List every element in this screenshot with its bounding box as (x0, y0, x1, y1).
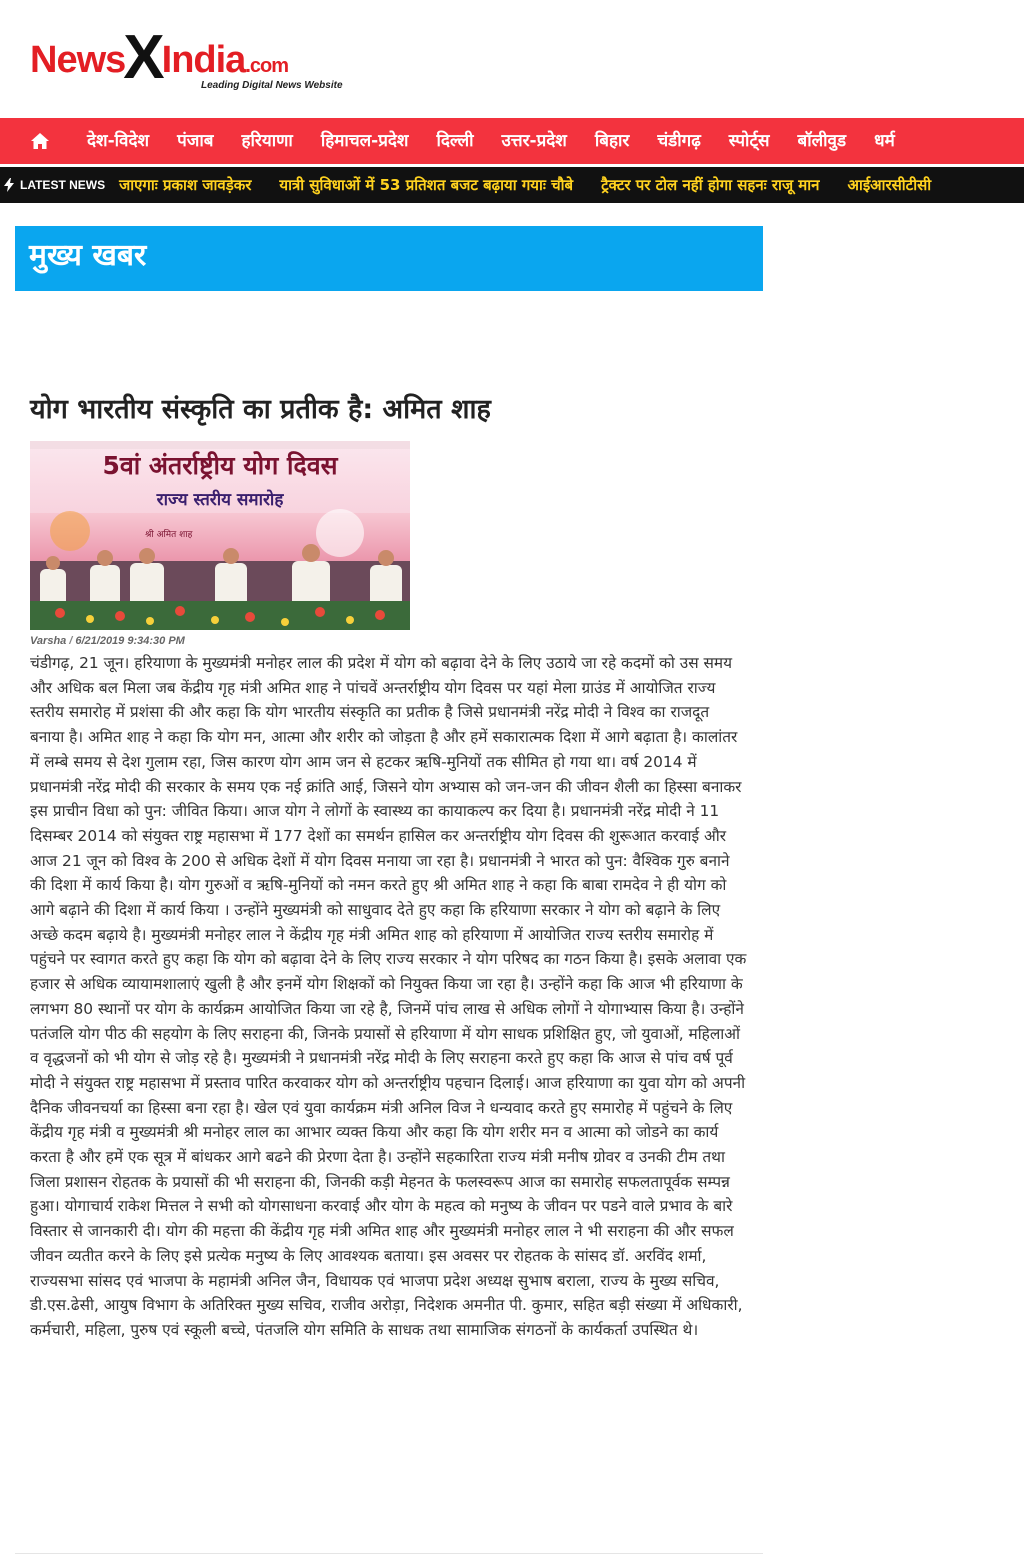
article-title: योग भारतीय संस्कृति का प्रतीक है: अमित शाह (30, 394, 491, 425)
photo-stage-text: श्री अमित शाह (145, 530, 193, 540)
article-author: Varsha (30, 635, 67, 647)
ticker-item[interactable]: जाएगाः प्रकाश जावड़ेकर (119, 176, 252, 194)
nav-item-2[interactable]: हरियाणा (241, 131, 293, 151)
logo-x-mark: X (123, 23, 164, 92)
latest-news-label (0, 167, 119, 203)
nav-item-0[interactable]: देश-विदेश (87, 131, 150, 151)
logo-india-text: India (161, 39, 246, 81)
logo-com-text: .com (245, 55, 289, 77)
nav-item-3[interactable]: हिमाचल-प्रदेश (320, 131, 409, 151)
nav-item-7[interactable]: चंडीगढ़ (657, 131, 701, 151)
latest-news-ticker (0, 167, 1024, 203)
home-icon (30, 132, 50, 150)
ticker-item[interactable]: ट्रैक्टर पर टोल नहीं होगा सहनः राजू मान (601, 176, 820, 194)
article-image[interactable] (30, 441, 410, 630)
byline-separator: / (69, 635, 73, 647)
section-title: मुख्य खबर (15, 226, 763, 291)
article-date: 6/21/2019 9:34:30 PM (75, 635, 185, 647)
latest-news-label-text: LATEST NEWS (20, 178, 106, 192)
nav-item-9[interactable]: बॉलीवुड (797, 131, 847, 151)
ticker-items (119, 175, 959, 195)
logo-news-text: News (30, 39, 126, 81)
article-body: चंडीगढ़, 21 जून। हरियाणा के मुख्यमंत्री मनोहर लाल की प्रदेश में योग को बढ़ावा देने के लिए उठाये जा रहे कदमों को उस समय और अधिक बल मिला जब केंद्रीय गृह मंत्री अमित शाह ने पांचवें अन्तर्राष्ट्रीय योग दिवस पर यहां मेला ग्राउंड में आयोजित राज्य स्तरीय समारोह में प्रशंसा की और कहा कि योग भारतीय संस्कृति का प्रतीक है जिसे प्रधानमंत्री नरेंद्र मोदी ने विश्व का राजदूत बनाया है। अमित शाह ने कहा कि योग मन, आत्मा और शरीर को जोड़ता है और हमें सकारात्मक दिशा में आगे बढ़ाता है। कालांतर में लम्बे समय से देश गुलाम रहा, जिस कारण योग आम जन से हटकर ऋषि-मुनियों तक सीमित हो गया था। वर्ष 2014 में प्रधानमंत्री नरेंद्र मोदी की सरकार के समय एक नई क्रांति आई, जिसने योग अभ्यास को जन-जन की जीवन शैली का हिस्सा बनाकर इस प्राचीन विधा को पुन: जीवित किया। आज योग ने लोगों के स्वास्थ्य का कायाकल्प कर दिया है। प्रधानमंत्री नरेंद्र मोदी ने 11 दिसम्बर 2014 को संयुक्त राष्ट्र महासभा में 177 देशों का समर्थन हासिल कर अन्तर्राष्ट्रीय योग दिवस की शुरूआत करवाई और आज 21 जून को विश्व के 200 से अधिक देशों में योग दिवस मनाया जा रहा है। प्रधानमंत्री ने भारत को पुन: वैश्विक गुरु बनाने की दिशा में कार्य किया है। योग गुरुओं व ऋषि-मुनियों को नमन करते हुए श्री अमित शाह ने कहा कि बाबा रामदेव ने ही योग को आगे बढ़ाने की दिशा में कार्य किया । उन्होंने मुख्यमंत्री को साधुवाद देते हुए कहा कि हरियाणा सरकार ने योग को बढ़ाने के लिए अच्छे कदम बढ़ाये है। मुख्यमंत्री मनोहर लाल ने केंद्रीय गृह मंत्री अमित शाह को हरियाणा में आयोजित राज्य स्तरीय समारोह में पहुंचने पर स्वागत करते हुए कहा कि योग को बढ़ावा देने के लिए राज्य सरकार ने योग परिषद का गठन किया है। इसके अलावा एक हजार से अधिक व्यायामशालाएं खुली है और इनमें योग शिक्षकों को नियुक्त किया जा रहा है। उन्होंने कहा कि आज भी हरियाणा के लगभग 80 स्थानों पर योग के कार्यक्रम आयोजित किया जा रहे है, जिनमें पांच लाख से अधिक लोगों ने योगाभ्यास किया है। उन्होंने पतंजलि योग पीठ की सहयोग के लिए सराहना की, जिनके प्रयासों से हरियाणा में योग साधक प्रशिक्षित हुए, जो युवाओं, महिलाओं व वृद्धजनों को भी योग से जोड़ रहे है। मुख्यमंत्री ने प्रधानमंत्री नरेंद्र मोदी के लिए सराहना करते हुए कहा कि आज से पांच वर्ष पूर्व मोदी ने संयुक्त राष्ट्र महासभा में प्रस्ताव पारित करवाकर योग को अन्तर्राष्ट्रीय पहचान दिलाई। आज हरियाणा का युवा योग को अपनी दैनिक जीवनचर्या का हिस्सा बना रहा है। खेल एवं युवा कार्यक्रम मंत्री अनिल विज ने धन्यवाद करते हुए समारोह में पहुंचने के लिए केंद्रीय गृह मंत्री व मुख्यमंत्री श्री मनोहर लाल का आभार व्यक्त किया और कहा कि योग शरीर मन व आत्मा को जोडने का कार्य करता है और हमें एक सूत्र में बांधकर आगे बढने की प्रेरणा देता है। उन्होंने सहकारिता राज्य मंत्री मनीष ग्रोवर व उनकी टीम तथा जिला प्रशासन रोहतक के प्रयासों की भी सराहना की, जिनकी कड़ी मेहनत के फलस्वरूप आज का समारोह सफलतापूर्वक सम्पन्न हुआ। योगाचार्य राकेश मित्तल ने सभी को योगसाधना करवाई और योग के महत्व को मनुष्य के जीवन पर पडने वाले प्रभाव के बारे विस्तार से जानकारी दी। योग की महत्ता की केंद्रीय गृह मंत्री अमित शाह और मुख्यमंत्री मनोहर लाल ने भी सराहना की और सफल जीवन व्यतीत करने के लिए इसे प्रत्येक मनुष्य के लिए आवश्यक बताया। इस अवसर पर रोहतक के सांसद डॉ. अरविंद शर्मा, राज्यसभा सांसद एवं भाजपा के महामंत्री अनिल जैन, विधायक एवं भाजपा प्रदेश अध्यक्ष सुभाष बराला, राज्य के मुख्य सचिव, डी.एस.ढेसी, आयुष विभाग के अतिरिक्त मुख्य सचिव, राजीव अरोड़ा, निदेशक अमनीत पी. कुमार, सहित बड़ी संख्या में अधिकारी, कर्मचारी, महिला, पुरुष एवं स्कूली बच्चे, पंतजलि योग समिति के साधक तथा सामाजिक संगठनों के कार्यकर्ता उपस्थित थे। (30, 654, 747, 1339)
nav-item-10[interactable]: धर्म (874, 131, 895, 151)
photo-banner-title: 5वां अंतर्राष्ट्रीय योग दिवस (102, 451, 338, 480)
article-photo (30, 441, 410, 630)
nav-item-1[interactable]: पंजाब (177, 131, 214, 151)
site-header (0, 0, 1024, 118)
nav-item-4[interactable]: दिल्ली (436, 131, 474, 151)
nav-item-6[interactable]: बिहार (594, 131, 630, 151)
lightning-icon (4, 178, 14, 192)
main-nav (0, 118, 1024, 164)
content-divider (15, 1553, 763, 1554)
article-byline (30, 635, 185, 647)
site-logo[interactable] (30, 18, 343, 98)
photo-banner-subtitle: राज्य स्तरीय समारोह (156, 490, 284, 510)
ticker-item[interactable]: आईआरसीटीसी (847, 176, 932, 194)
nav-item-8[interactable]: स्पोर्ट्स (728, 131, 770, 151)
logo-tagline: Leading Digital News Website (201, 80, 343, 91)
ticker-item[interactable]: यात्री सुविधाओं में 53 प्रतिशत बजट बढ़ाया गयाः चौबे (279, 176, 574, 194)
nav-item-5[interactable]: उत्तर-प्रदेश (501, 131, 567, 151)
nav-home-button[interactable] (27, 118, 53, 164)
